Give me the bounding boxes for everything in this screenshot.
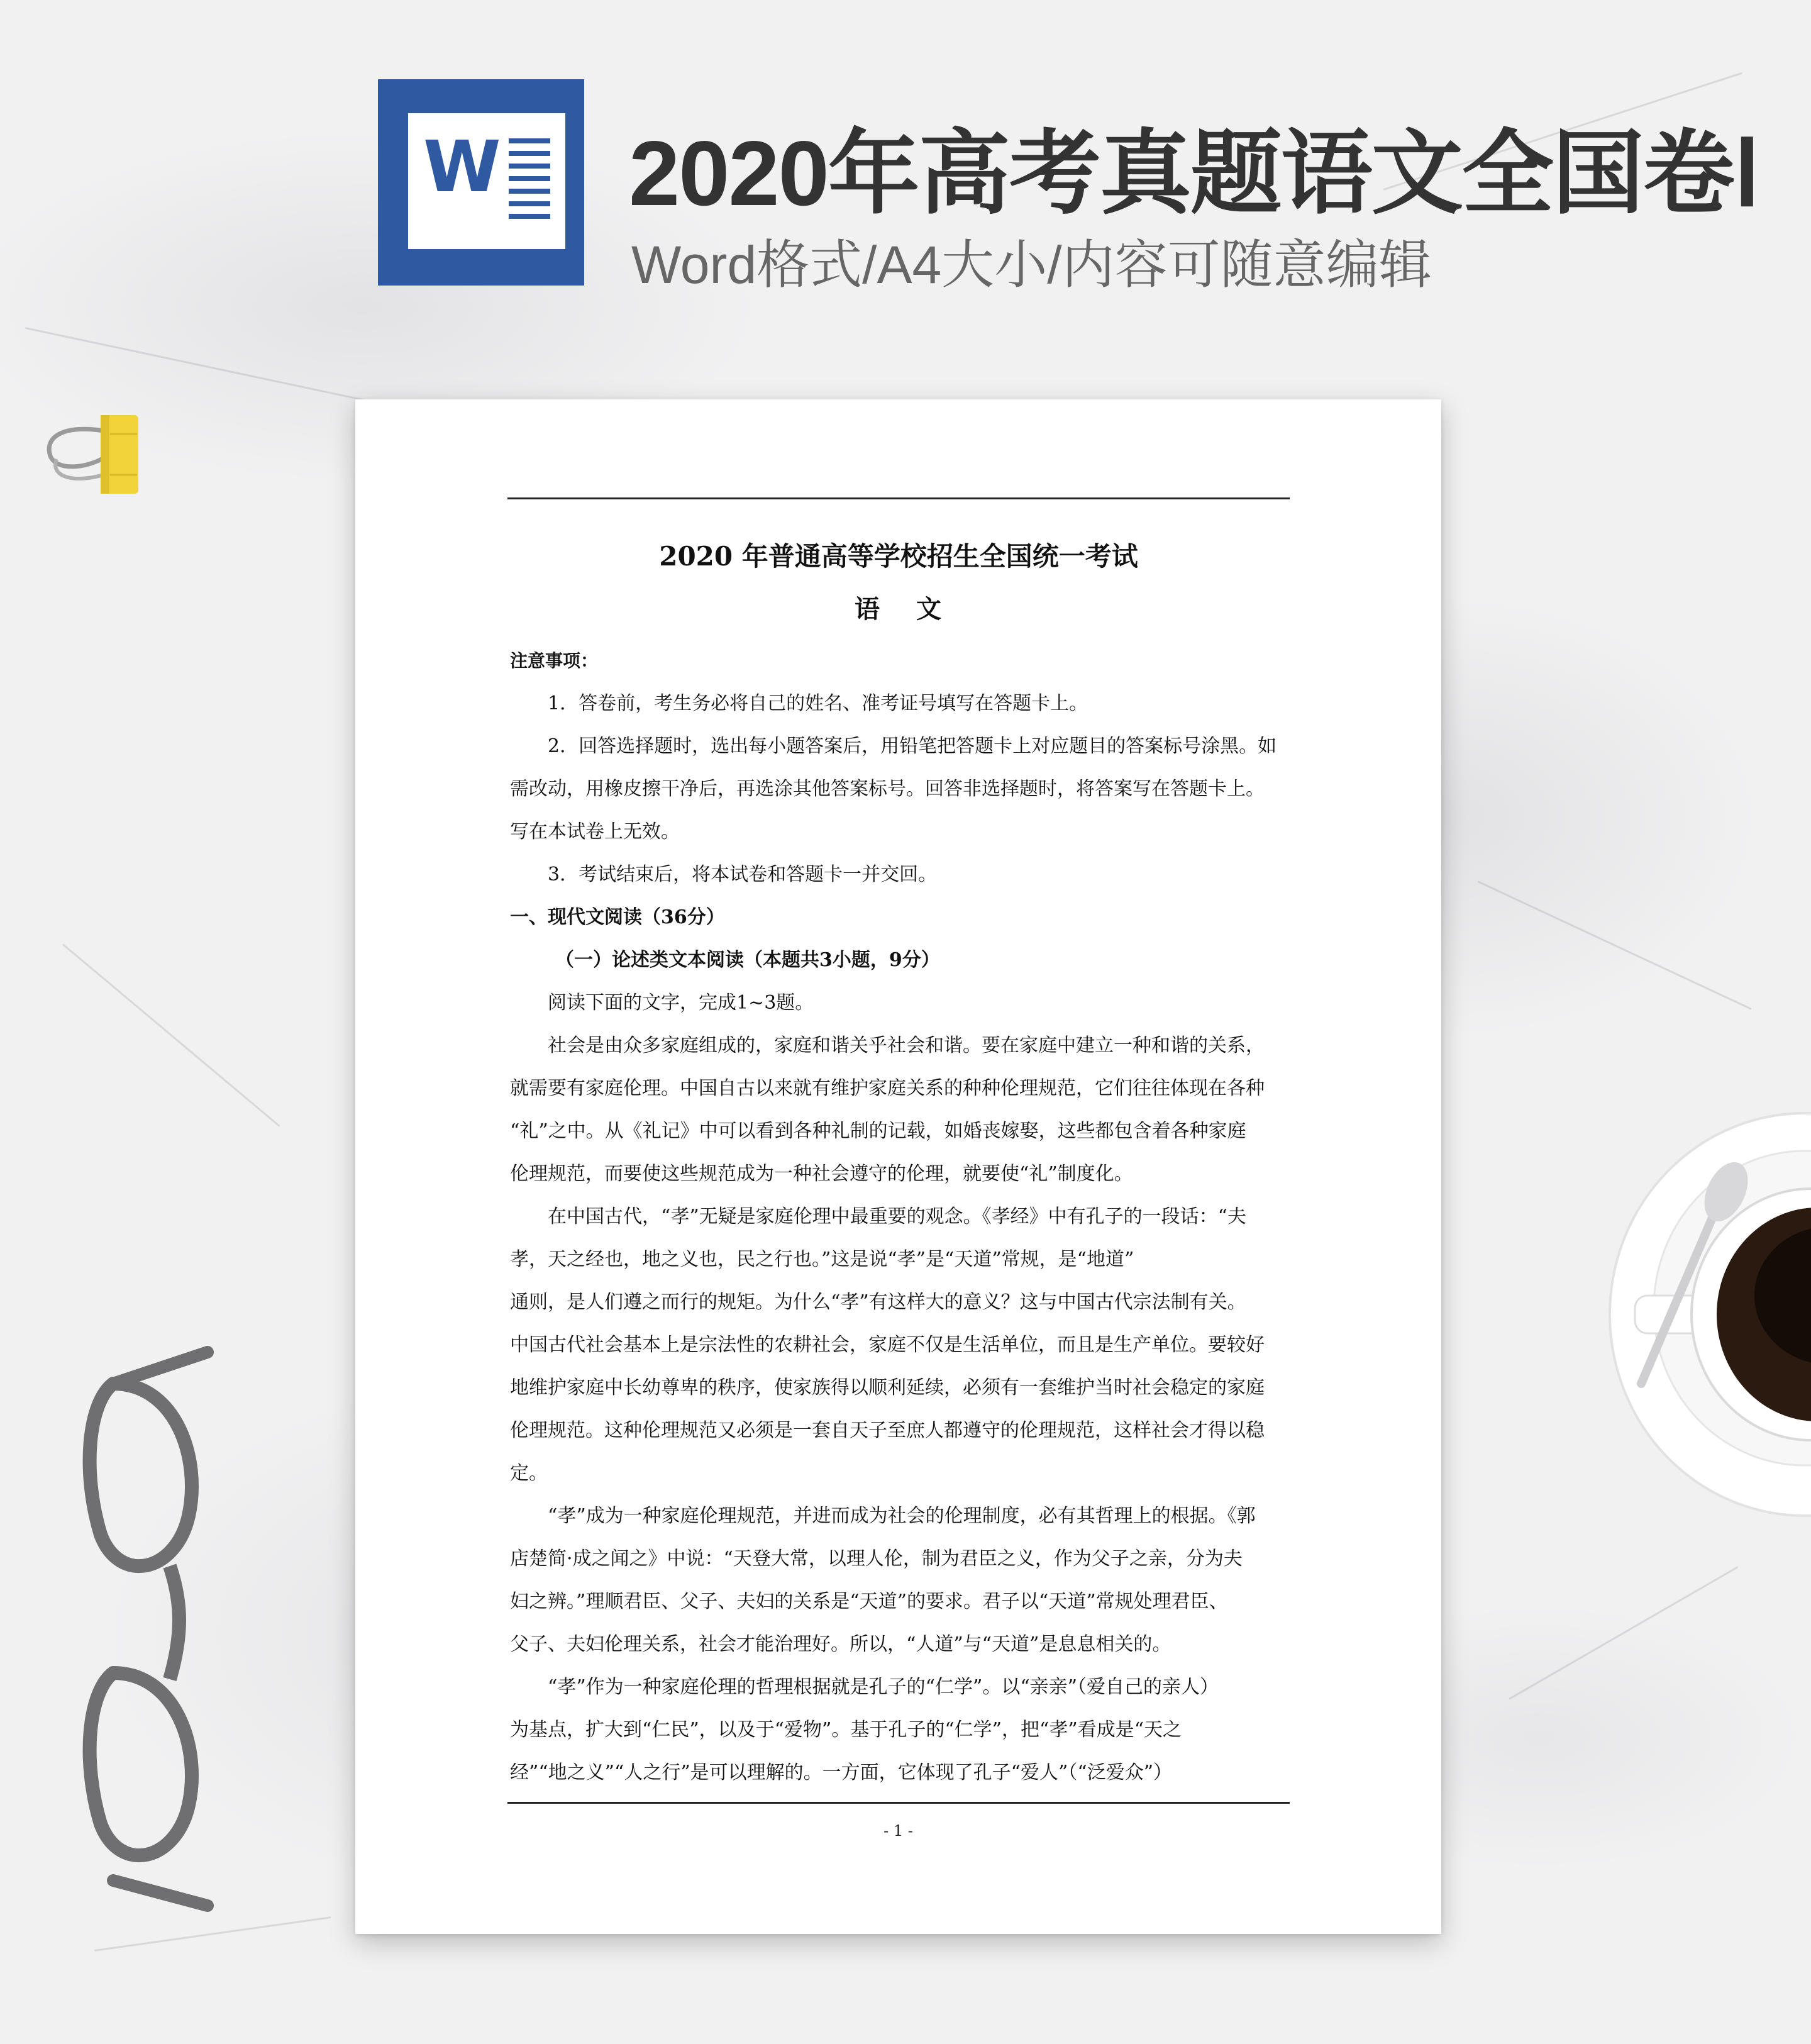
- exam-title: 2020 年普通高等学校招生全国统一考试: [659, 541, 1138, 572]
- passage-line: 就需要有家庭伦理。中国自古以来就有维护家庭关系的种种伦理规范，它们往往体现在各种: [510, 1077, 1265, 1099]
- passage-line: 孝，天之经也，地之义也，民之行也。”这是说“孝”是“天道”常规，是“地道”: [510, 1248, 1134, 1270]
- subsection-heading: （一）论述类文本阅读（本题共3小题，9分）: [555, 949, 940, 971]
- passage-line: 父子、夫妇伦理关系，社会才能治理好。所以，“人道”与“天道”是息息相关的。: [510, 1633, 1171, 1655]
- exam-subject: 语 文: [855, 594, 943, 624]
- passage-line: “孝”作为一种家庭伦理的哲理根据就是孔子的“仁学”。以“亲亲”（爱自己的亲人）: [548, 1676, 1219, 1698]
- coffee-cup-icon: [1597, 1107, 1811, 1522]
- page-number: - 1 -: [883, 1822, 913, 1840]
- passage-line: 店楚简·成之闻之》中说：“天登大常，以理人伦，制为君臣之义，作为父子之亲，分为夫: [510, 1548, 1243, 1570]
- reading-instruction: 阅读下面的文字，完成1~3题。: [548, 992, 814, 1014]
- passage-line: 地维护家庭中长幼尊卑的秩序，使家族得以顺利延续，必须有一套维护当时社会稳定的家庭: [510, 1377, 1265, 1399]
- notice-heading: 注意事项：: [510, 650, 599, 671]
- marble-vein: [1509, 1566, 1738, 1700]
- notice-line: 3．考试结束后，将本试卷和答题卡一并交回。: [548, 864, 938, 886]
- marble-vein: [1477, 880, 1751, 1010]
- passage-line: 伦理规范，而要使这些规范成为一种社会遵守的伦理，就要使“礼”制度化。: [510, 1163, 1133, 1185]
- passage-line: 在中国古代，“孝”无疑是家庭伦理中最重要的观念。《孝经》中有孔子的一段话：“夫: [548, 1206, 1247, 1228]
- document-content: [510, 538, 1287, 1794]
- passage-line: 中国古代社会基本上是宗法性的农耕社会，家庭不仅是生活单位，而且是生产单位。要较好: [510, 1334, 1265, 1356]
- marble-vein: [94, 1916, 331, 1952]
- passage-line: 为基点，扩大到“仁民”，以及于“爱物”。基于孔子的“仁学”，把“孝”看成是“天之: [510, 1719, 1182, 1741]
- section-heading: 一、现代文阅读（36分）: [510, 906, 725, 928]
- notice-line: 需改动，用橡皮擦干净后，再选涂其他答案标号。回答非选择题时，将答案写在答题卡上。: [510, 778, 1265, 800]
- passage-line: “孝”成为一种家庭伦理规范，并进而成为社会的伦理制度，必有其哲理上的根据。《郭: [548, 1505, 1256, 1527]
- passage-line: 社会是由众多家庭组成的，家庭和谐关乎社会和谐。要在家庭中建立一种和谐的关系，: [548, 1035, 1265, 1057]
- marble-vein: [62, 943, 280, 1127]
- footer-rule: [507, 1802, 1290, 1804]
- binder-clip-icon: [38, 412, 145, 497]
- header-title: 2020年高考真题语文全国卷Ⅰ: [629, 122, 1759, 225]
- document-page: [355, 399, 1441, 1934]
- notice-line: 2．回答选择题时，选出每小题答案后，用铅笔把答题卡上对应题目的答案标号涂黑。如: [548, 735, 1277, 757]
- passage-line: 妇之辨。”理顺君臣、父子、夫妇的关系是“天道”的要求。君子以“天道”常规处理君臣、: [510, 1591, 1228, 1613]
- passage-line: 通则，是人们遵之而行的规矩。为什么“孝”有这样大的意义？这与中国古代宗法制有关。: [510, 1291, 1246, 1313]
- header-rule: [507, 497, 1290, 499]
- passage-line: “礼”之中。从《礼记》中可以看到各种礼制的记载，如婚丧嫁娶，这些都包含着各种家庭: [510, 1120, 1246, 1142]
- header-subtitle: Word格式/A4大小/内容可随意编辑: [631, 235, 1432, 294]
- word-logo-icon: [378, 79, 584, 286]
- passage-line: 经”“地之义”“人之行”是可以理解的。一方面，它体现了孔子“爱人”（“泛爱众”）: [510, 1762, 1173, 1784]
- notice-line: 写在本试卷上无效。: [510, 821, 680, 843]
- passage-line: 定。: [510, 1462, 548, 1484]
- passage-line: 伦理规范。这种伦理规范又必须是一套自天子至庶人都遵守的伦理规范，这样社会才得以稳: [510, 1419, 1265, 1441]
- notice-line: 1．答卷前，考生务必将自己的姓名、准考证号填写在答题卡上。: [548, 692, 1088, 714]
- word-logo-letter: W: [423, 126, 501, 208]
- eyeglasses-icon: [75, 1346, 226, 1912]
